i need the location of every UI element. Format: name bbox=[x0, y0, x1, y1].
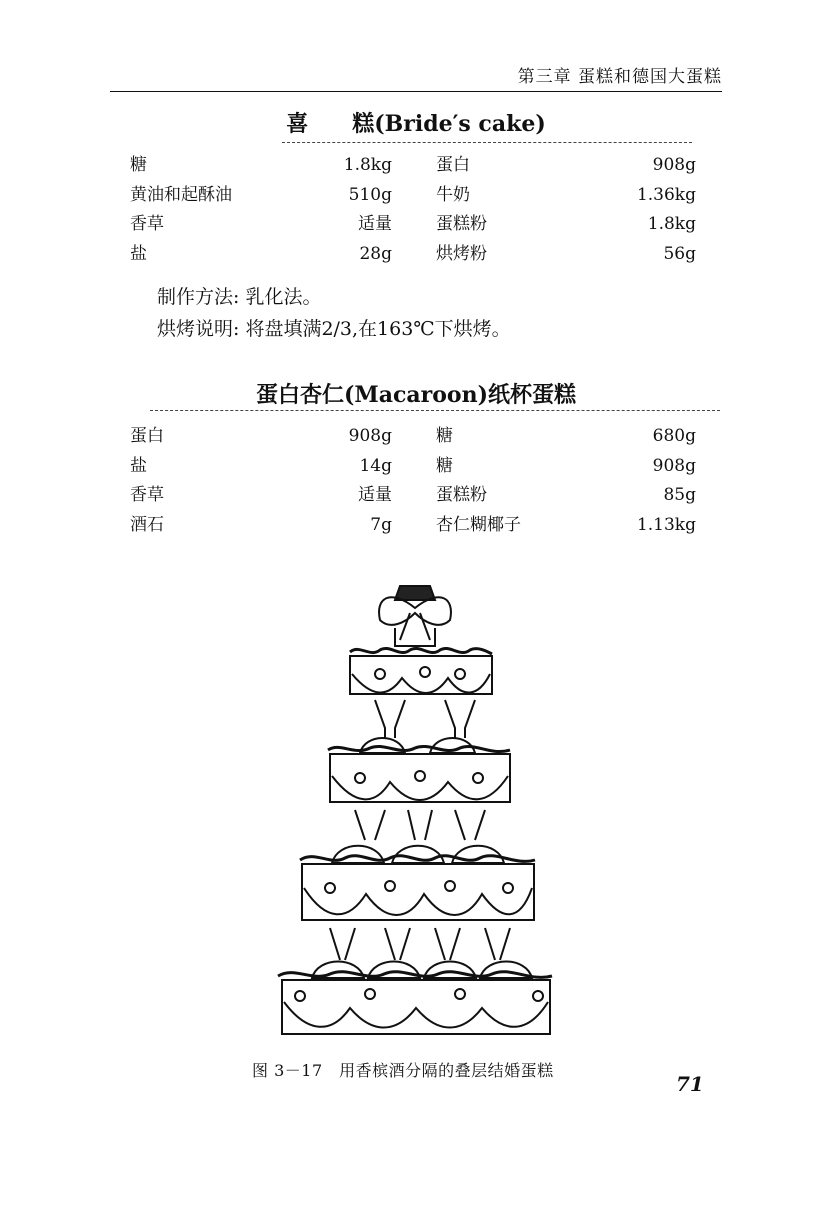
ingredient-amount: 1.8kg bbox=[647, 214, 696, 234]
ingredient-amount: 1.13kg bbox=[636, 514, 696, 535]
ingredient-amount: 680g bbox=[652, 426, 696, 446]
ingredient-row bbox=[130, 180, 392, 210]
ingredient-name: 酒石 bbox=[130, 514, 164, 535]
running-head: 第三章 蛋糕和德国大蛋糕 bbox=[517, 67, 722, 87]
baking-text: 烘烤说明: 将盘填满2/3,在163℃下烘烤。 bbox=[157, 318, 511, 340]
ingredient-amount: 85g bbox=[663, 485, 696, 505]
ingredient-amount: 适量 bbox=[358, 214, 392, 234]
ingredient-name: 香草 bbox=[130, 214, 164, 234]
section1-title: 喜 糕(Bride′s cake) bbox=[286, 111, 546, 137]
ingredient-amount: 适量 bbox=[358, 485, 392, 505]
ingredient-amount: 908g bbox=[652, 455, 696, 476]
method-text: 制作方法: 乳化法。 bbox=[157, 286, 322, 308]
ingredient-row bbox=[392, 510, 696, 540]
ingredient-row bbox=[392, 451, 696, 481]
ingredient-row bbox=[130, 239, 392, 269]
ingredient-name: 蛋白 bbox=[130, 426, 164, 446]
ingredient-name: 糖 bbox=[130, 155, 147, 175]
ingredient-amount: 28g bbox=[359, 243, 392, 264]
ingredient-row bbox=[130, 209, 392, 239]
ingredient-name: 盐 bbox=[130, 243, 147, 264]
ingredient-amount: 510g bbox=[348, 184, 392, 205]
ingredient-amount: 908g bbox=[652, 155, 696, 175]
ingredient-amount: 1.8kg bbox=[343, 155, 392, 175]
ingredient-name: 糖 bbox=[436, 426, 453, 446]
ingredient-name: 杏仁糊椰子 bbox=[436, 514, 521, 535]
ingredient-row bbox=[130, 510, 392, 540]
ingredient-amount: 14g bbox=[359, 455, 392, 476]
ingredient-name: 糖 bbox=[436, 455, 453, 476]
ingredient-row bbox=[392, 421, 696, 451]
ingredient-name: 蛋白 bbox=[436, 155, 470, 175]
section2-ingredient-table bbox=[130, 421, 696, 539]
ingredient-row bbox=[130, 451, 392, 481]
section1-title-rule bbox=[282, 142, 692, 143]
header-rule bbox=[110, 91, 722, 92]
ingredient-name: 牛奶 bbox=[436, 184, 470, 205]
ingredient-name: 盐 bbox=[130, 455, 147, 476]
ingredient-name: 蛋糕粉 bbox=[436, 214, 487, 234]
wedding-cake-illustration bbox=[260, 578, 570, 1040]
section1-ingredient-table bbox=[130, 150, 696, 268]
ingredient-name: 蛋糕粉 bbox=[436, 485, 487, 505]
ingredient-amount: 56g bbox=[663, 243, 696, 264]
ingredient-amount: 7g bbox=[370, 514, 392, 535]
ingredient-row bbox=[392, 150, 696, 180]
ingredient-row bbox=[392, 209, 696, 239]
ingredient-row bbox=[130, 150, 392, 180]
section2-title: 蛋白杏仁(Macaroon)纸杯蛋糕 bbox=[255, 382, 576, 408]
ingredient-amount: 1.36kg bbox=[636, 184, 696, 205]
page-number: 71 bbox=[676, 1072, 704, 1096]
ingredient-name: 黄油和起酥油 bbox=[130, 184, 232, 205]
ingredient-name: 香草 bbox=[130, 485, 164, 505]
ingredient-amount: 908g bbox=[348, 426, 392, 446]
ingredient-row bbox=[392, 480, 696, 510]
section2-title-rule bbox=[150, 410, 720, 411]
ingredient-name: 烘烤粉 bbox=[436, 243, 487, 264]
ingredient-row bbox=[392, 180, 696, 210]
ingredient-row bbox=[130, 480, 392, 510]
ingredient-row bbox=[392, 239, 696, 269]
ingredient-row bbox=[130, 421, 392, 451]
figure-caption: 图 3－17 用香槟酒分隔的叠层结婚蛋糕 bbox=[252, 1061, 554, 1080]
